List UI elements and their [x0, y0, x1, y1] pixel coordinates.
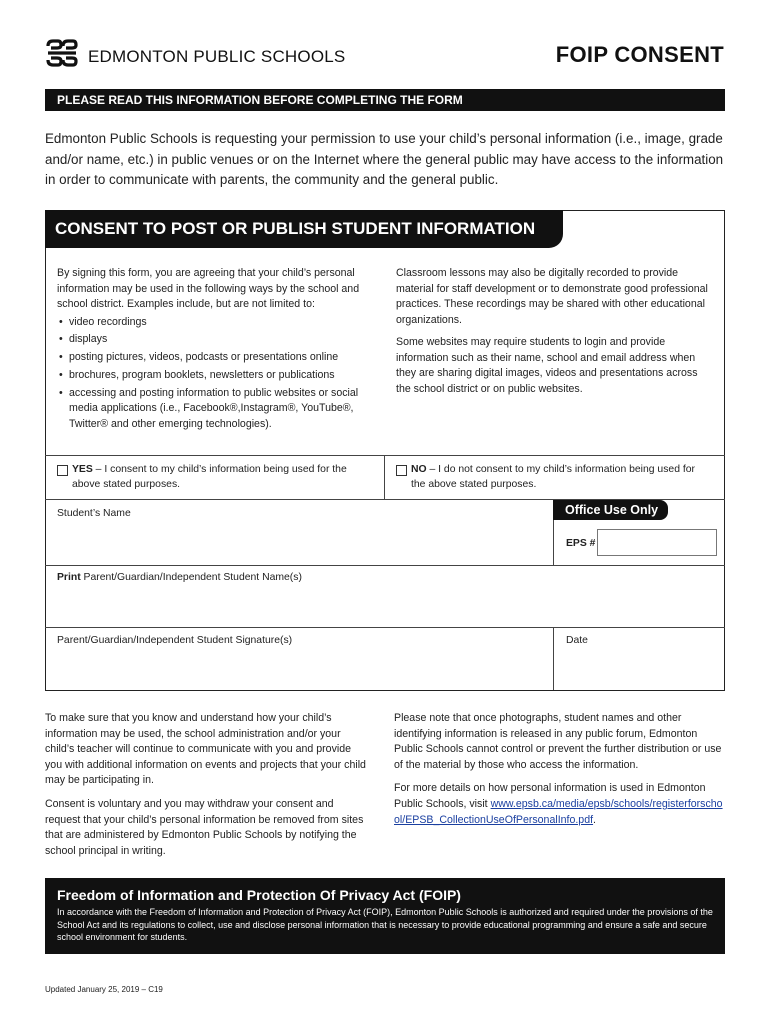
- lower-right-paragraph-2: [394, 781, 724, 828]
- yes-text: – I consent to my child’s information being used for the above stated purposes.: [72, 464, 347, 490]
- yes-option-label: [72, 463, 372, 492]
- details-suffix: .: [593, 813, 596, 826]
- divider: [45, 627, 725, 628]
- print-label: Print: [57, 572, 81, 583]
- consent-left-intro: By signing this form, you are agreeing that your child’s personal information may be used in the following ways by the school and school district. Examples include, but are not limited to:: [57, 267, 360, 310]
- print-name-label: [57, 572, 302, 583]
- lower-left-column: [45, 711, 370, 867]
- no-checkbox[interactable]: [396, 465, 407, 476]
- divider: [45, 565, 725, 566]
- signature-field[interactable]: [45, 648, 553, 690]
- list-item: • displays: [69, 332, 377, 348]
- office-use-tab: Office Use Only: [553, 500, 668, 520]
- yes-label: YES: [72, 464, 93, 475]
- form-title: FOIP CONSENT: [555, 42, 724, 67]
- consent-right-paragraph-2: Some websites may require students to login and provide information such as their name, school and email address when they are sharing digital images, videos and presentations across the school district or on public websites.: [396, 336, 698, 395]
- epsb-logo-icon: [45, 38, 79, 68]
- consent-right-column: [396, 266, 714, 404]
- divider: [553, 520, 554, 565]
- date-field[interactable]: [554, 648, 724, 690]
- parent-name-field[interactable]: [45, 586, 725, 627]
- usage-list: [57, 315, 377, 433]
- collection-use-link[interactable]: www.epsb.ca/media/epsb/schools/registerforschool/EPSB_CollectionUseOfPersonalInfo.pdf: [394, 797, 723, 826]
- divider: [384, 455, 385, 499]
- lower-right-paragraph-1: Please note that once photographs, student names and other identifying information is released in any public forum, Edmonton Public Schools cannot control or prevent the further distribution or use of the material by those who access the information.: [394, 712, 722, 771]
- no-label: NO: [411, 464, 427, 475]
- list-item: • brochures, program booklets, newsletters or publications: [69, 368, 377, 384]
- consent-heading: CONSENT TO POST OR PUBLISH STUDENT INFORMATION: [45, 210, 563, 248]
- eps-number-field[interactable]: [597, 529, 717, 556]
- foip-text: In accordance with the Freedom of Information and Protection of Privacy Act (FOIP), Edmonton Public Schools is authorized and required under the provisions of the School Act and its regulations to collect, use and disclose personal information that is necessary to provide educational programming and ensure a safe and secure school environment for students.: [57, 907, 713, 942]
- details-prefix: For more details on how personal information is used in Edmonton Public Schools, visit: [394, 782, 706, 810]
- print-name-text: Parent/Guardian/Independent Student Name(s): [80, 572, 302, 583]
- consent-left-column: [57, 266, 377, 434]
- student-name-label: Student’s Name: [57, 508, 131, 519]
- list-item: • posting pictures, videos, podcasts or presentations online: [69, 350, 377, 366]
- consent-right-paragraph-1: Classroom lessons may also be digitally recorded to provide material for staff development or to demonstrate good professional practices. These recordings may be shared with other educational organizations.: [396, 267, 708, 326]
- updated-date: Updated January 25, 2019 – C19: [45, 985, 163, 994]
- divider: [45, 455, 725, 456]
- date-label: Date: [566, 635, 588, 646]
- intro-paragraph: Edmonton Public Schools is requesting your permission to use your child’s personal information (i.e., image, grade and/or name, etc.) in public venues or on the Internet where the general public may have access to the information in order to communicate with parents, the community and the general public.: [45, 131, 724, 187]
- yes-checkbox[interactable]: [57, 465, 68, 476]
- eps-label: EPS #: [566, 538, 596, 549]
- list-item: • accessing and posting information to public websites or social media applications (i.e., Facebook®,Instagram®, YouTube®, Twitter® and other emerging technologies).: [69, 386, 377, 433]
- lower-left-paragraph-2: Consent is voluntary and you may withdraw your consent and request that your child’s personal information be removed from sites that are administered by Edmonton Public Schools by notifying the school principal in writing.: [45, 797, 364, 857]
- notice-bar: PLEASE READ THIS INFORMATION BEFORE COMPLETING THE FORM: [45, 89, 725, 111]
- organization-name: EDMONTON PUBLIC SCHOOLS: [88, 47, 346, 66]
- signature-label: Parent/Guardian/Independent Student Signature(s): [57, 635, 293, 646]
- lower-left-paragraph-1: To make sure that you know and understand how your child’s information may be used, the school administration and/or your child’s teacher will continue to communicate with you and provide you with additional information on events and projects that your child may be participating in.: [45, 712, 366, 787]
- no-option-label: [411, 463, 711, 492]
- list-item: • video recordings: [69, 315, 377, 331]
- foip-title: Freedom of Information and Protection Of Privacy Act (FOIP): [57, 887, 461, 903]
- student-name-field[interactable]: [45, 520, 553, 565]
- foip-box: [45, 878, 725, 954]
- lower-right-column: [394, 711, 724, 836]
- no-text: – I do not consent to my child’s information being used for the above stated purposes.: [411, 464, 695, 490]
